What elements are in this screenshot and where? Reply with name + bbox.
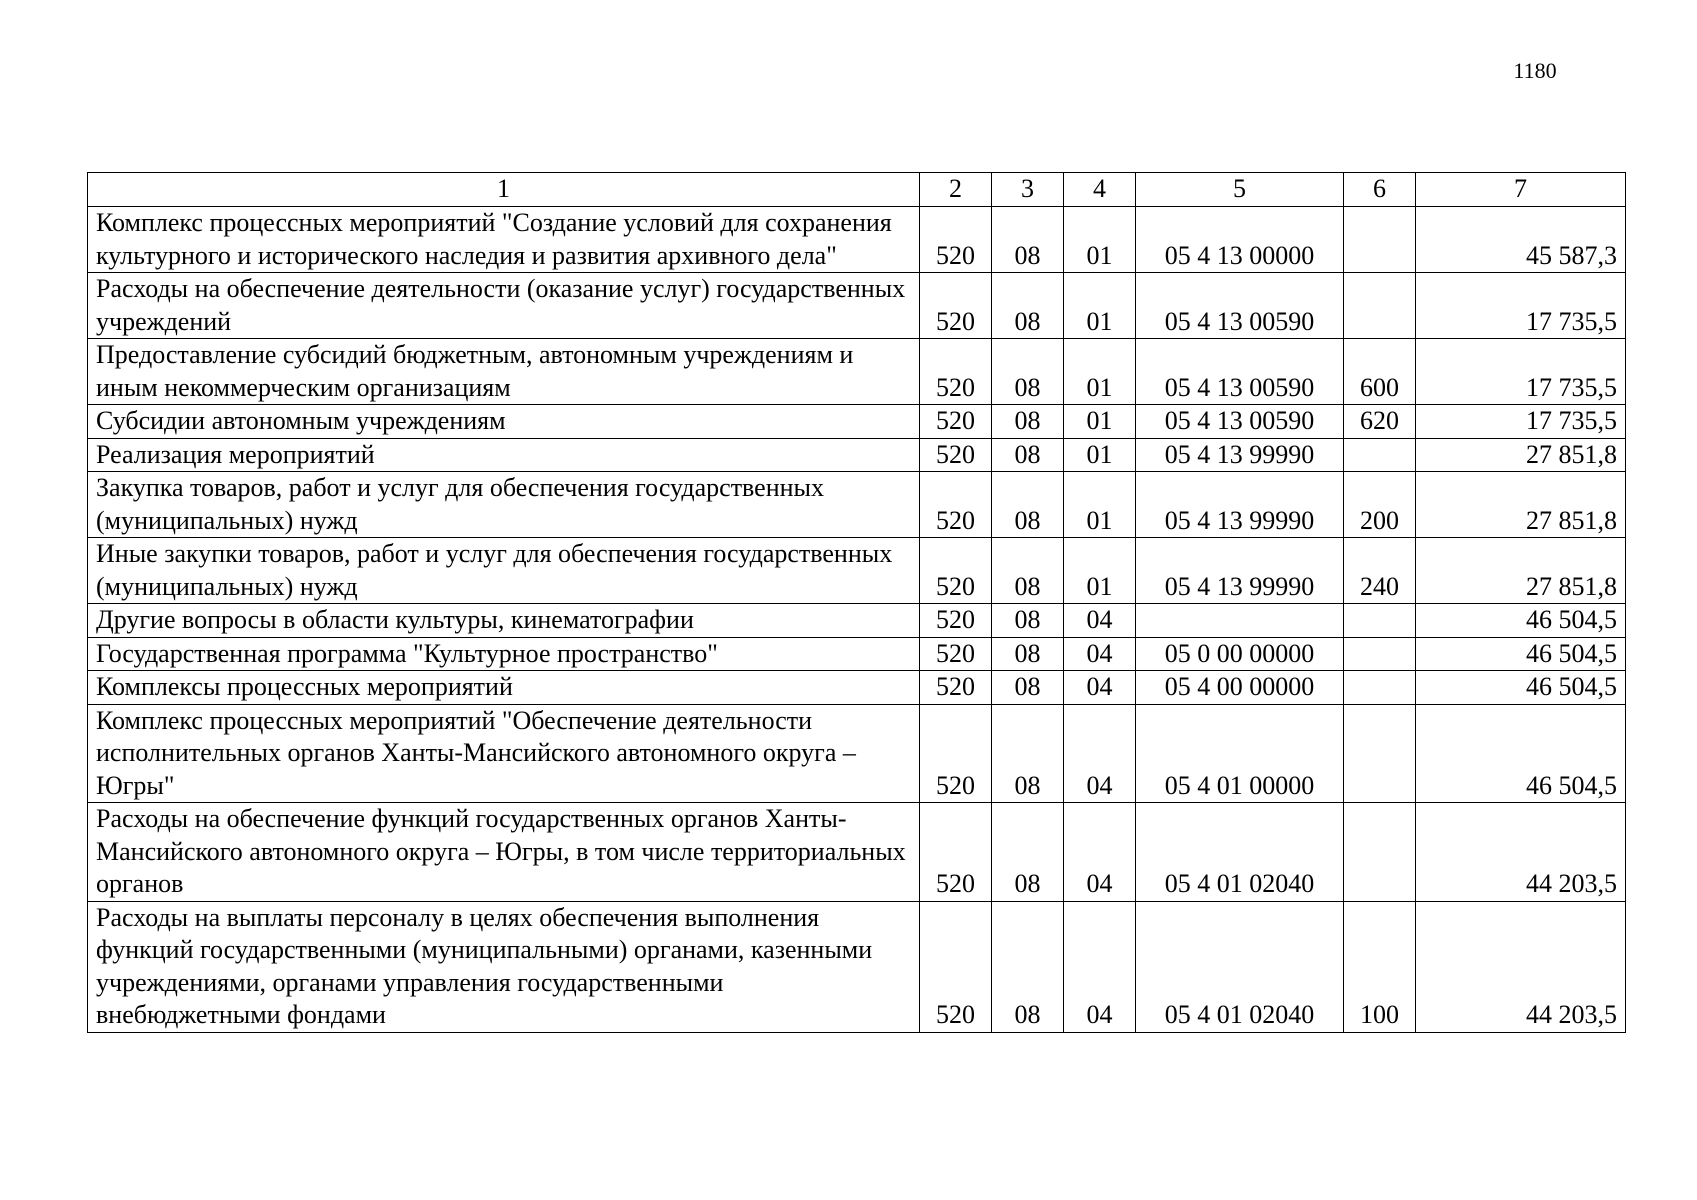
cell-rz: 08 — [992, 405, 1064, 439]
cell-ved: 520 — [920, 207, 992, 273]
cell-rz: 08 — [992, 207, 1064, 273]
cell-name: Комплекс процессных мероприятий "Создание условий для сохранения культурного и исторического наследия и развития архивного дела" — [88, 207, 920, 273]
cell-vr: 200 — [1344, 472, 1416, 538]
cell-rz: 08 — [992, 803, 1064, 902]
cell-name: Субсидии автономным учреждениям — [88, 405, 920, 439]
cell-amount: 46 504,5 — [1416, 637, 1626, 671]
header-col-6: 6 — [1344, 173, 1416, 207]
cell-ved: 520 — [920, 604, 992, 638]
cell-ved: 520 — [920, 538, 992, 604]
cell-rz: 08 — [992, 637, 1064, 671]
cell-amount: 45 587,3 — [1416, 207, 1626, 273]
cell-rz: 08 — [992, 671, 1064, 705]
cell-amount: 17 735,5 — [1416, 339, 1626, 405]
cell-rz: 08 — [992, 604, 1064, 638]
cell-amount: 17 735,5 — [1416, 273, 1626, 339]
table-row — [88, 405, 1626, 439]
cell-csr: 05 4 01 02040 — [1136, 901, 1344, 1032]
cell-pr: 01 — [1064, 405, 1136, 439]
header-col-1: 1 — [88, 173, 920, 207]
cell-rz: 08 — [992, 704, 1064, 803]
cell-pr: 04 — [1064, 803, 1136, 902]
cell-rz: 08 — [992, 472, 1064, 538]
cell-csr — [1136, 604, 1344, 638]
cell-ved: 520 — [920, 704, 992, 803]
page-number: 1180 — [1513, 58, 1557, 83]
cell-vr: 600 — [1344, 339, 1416, 405]
cell-csr: 05 4 13 99990 — [1136, 472, 1344, 538]
cell-csr: 05 4 13 00000 — [1136, 207, 1344, 273]
cell-name: Расходы на обеспечение деятельности (оказание услуг) государственных учреждений — [88, 273, 920, 339]
cell-pr: 04 — [1064, 637, 1136, 671]
budget-table — [87, 172, 1626, 1033]
cell-vr — [1344, 207, 1416, 273]
cell-pr: 04 — [1064, 901, 1136, 1032]
table-row — [88, 207, 1626, 273]
header-row — [88, 173, 1626, 207]
header-col-5: 5 — [1136, 173, 1344, 207]
cell-name: Расходы на выплаты персоналу в целях обеспечения выполнения функций государственными (муниципальными) органами, казенными учреждениями, органами управления государственными внебюджетными фондами — [88, 901, 920, 1032]
cell-vr — [1344, 438, 1416, 472]
cell-pr: 01 — [1064, 339, 1136, 405]
header-col-2: 2 — [920, 173, 992, 207]
cell-ved: 520 — [920, 472, 992, 538]
cell-name: Другие вопросы в области культуры, кинематографии — [88, 604, 920, 638]
cell-name: Государственная программа "Культурное пространство" — [88, 637, 920, 671]
cell-name: Предоставление субсидий бюджетным, автономным учреждениям и иным некоммерческим организациям — [88, 339, 920, 405]
cell-vr: 100 — [1344, 901, 1416, 1032]
cell-vr — [1344, 273, 1416, 339]
cell-name: Расходы на обеспечение функций государственных органов Ханты-Мансийского автономного округа – Югры, в том числе территориальных органов — [88, 803, 920, 902]
cell-rz: 08 — [992, 901, 1064, 1032]
table-row — [88, 803, 1626, 902]
cell-csr: 05 4 00 00000 — [1136, 671, 1344, 705]
cell-ved: 520 — [920, 637, 992, 671]
cell-name: Иные закупки товаров, работ и услуг для обеспечения государственных (муниципальных) нужд — [88, 538, 920, 604]
cell-name: Реализация мероприятий — [88, 438, 920, 472]
header-col-4: 4 — [1064, 173, 1136, 207]
cell-ved: 520 — [920, 901, 992, 1032]
cell-rz: 08 — [992, 438, 1064, 472]
cell-pr: 01 — [1064, 207, 1136, 273]
cell-vr: 620 — [1344, 405, 1416, 439]
cell-ved: 520 — [920, 671, 992, 705]
cell-rz: 08 — [992, 339, 1064, 405]
table-row — [88, 704, 1626, 803]
cell-pr: 04 — [1064, 671, 1136, 705]
table-row — [88, 901, 1626, 1032]
table-row — [88, 538, 1626, 604]
table-row — [88, 438, 1626, 472]
cell-csr: 05 4 01 00000 — [1136, 704, 1344, 803]
cell-vr — [1344, 604, 1416, 638]
cell-ved: 520 — [920, 339, 992, 405]
cell-csr: 05 4 13 00590 — [1136, 273, 1344, 339]
cell-pr: 04 — [1064, 704, 1136, 803]
table-row — [88, 671, 1626, 705]
cell-name: Комплекс процессных мероприятий "Обеспечение деятельности исполнительных органов Ханты-Мансийского автономного округа – Югры" — [88, 704, 920, 803]
cell-amount: 17 735,5 — [1416, 405, 1626, 439]
table-row — [88, 604, 1626, 638]
cell-ved: 520 — [920, 438, 992, 472]
cell-pr: 04 — [1064, 604, 1136, 638]
cell-vr — [1344, 803, 1416, 902]
table-row — [88, 472, 1626, 538]
cell-csr: 05 4 13 99990 — [1136, 538, 1344, 604]
cell-amount: 46 504,5 — [1416, 671, 1626, 705]
cell-csr: 05 0 00 00000 — [1136, 637, 1344, 671]
cell-amount: 44 203,5 — [1416, 901, 1626, 1032]
cell-pr: 01 — [1064, 438, 1136, 472]
cell-csr: 05 4 13 00590 — [1136, 405, 1344, 439]
cell-vr — [1344, 704, 1416, 803]
cell-pr: 01 — [1064, 472, 1136, 538]
cell-csr: 05 4 13 99990 — [1136, 438, 1344, 472]
cell-amount: 44 203,5 — [1416, 803, 1626, 902]
cell-vr — [1344, 637, 1416, 671]
cell-rz: 08 — [992, 273, 1064, 339]
cell-rz: 08 — [992, 538, 1064, 604]
cell-ved: 520 — [920, 405, 992, 439]
cell-vr — [1344, 671, 1416, 705]
cell-amount: 27 851,8 — [1416, 438, 1626, 472]
table-row — [88, 339, 1626, 405]
cell-amount: 27 851,8 — [1416, 538, 1626, 604]
cell-ved: 520 — [920, 803, 992, 902]
cell-csr: 05 4 01 02040 — [1136, 803, 1344, 902]
cell-vr: 240 — [1344, 538, 1416, 604]
header-col-3: 3 — [992, 173, 1064, 207]
cell-pr: 01 — [1064, 273, 1136, 339]
cell-name: Закупка товаров, работ и услуг для обеспечения государственных (муниципальных) нужд — [88, 472, 920, 538]
cell-amount: 46 504,5 — [1416, 704, 1626, 803]
cell-name: Комплексы процессных мероприятий — [88, 671, 920, 705]
header-col-7: 7 — [1416, 173, 1626, 207]
cell-csr: 05 4 13 00590 — [1136, 339, 1344, 405]
cell-pr: 01 — [1064, 538, 1136, 604]
cell-ved: 520 — [920, 273, 992, 339]
cell-amount: 27 851,8 — [1416, 472, 1626, 538]
cell-amount: 46 504,5 — [1416, 604, 1626, 638]
table-row — [88, 637, 1626, 671]
table-row — [88, 273, 1626, 339]
